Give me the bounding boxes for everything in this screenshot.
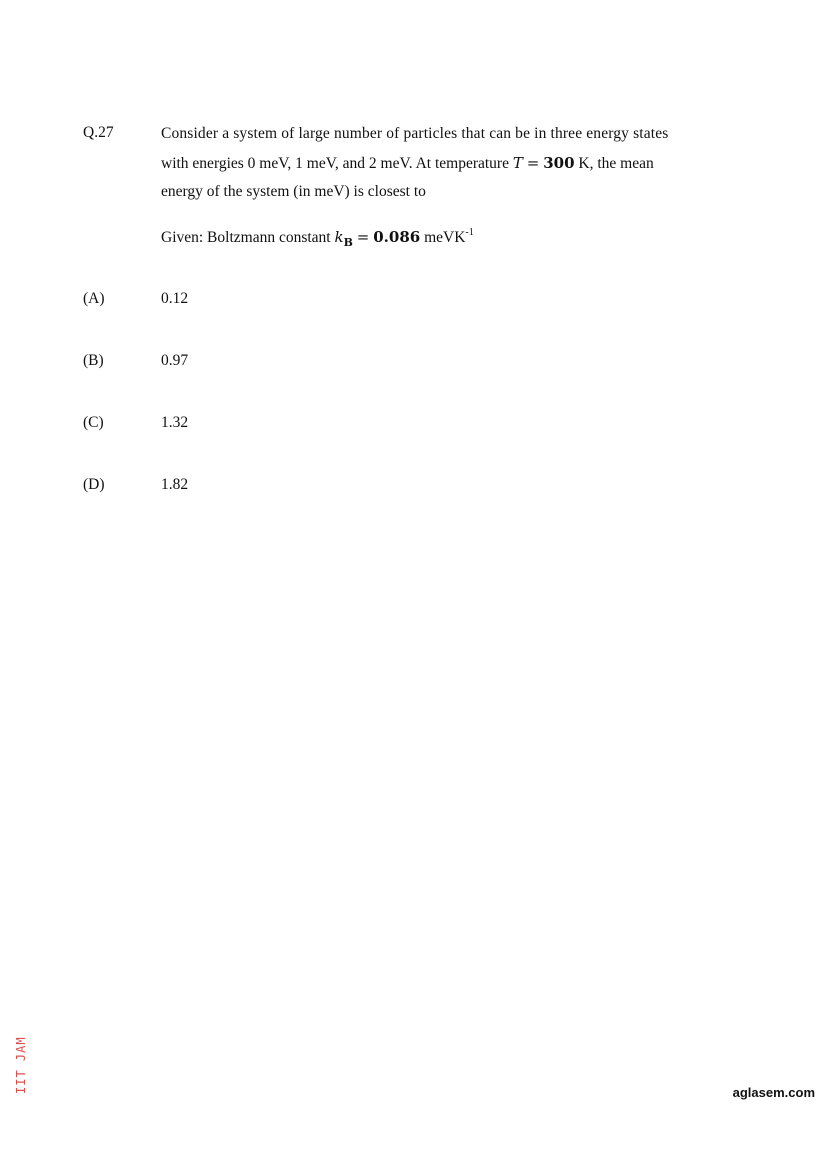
footer-brand: aglasem.com <box>732 1085 815 1100</box>
question-line-2-text: with energies 0 meV, 1 meV, and 2 meV. At temperature <box>161 155 509 172</box>
question-line-1 <box>161 124 711 153</box>
question-line-3 <box>161 182 711 211</box>
question-line-2-tail: K, the mean <box>578 155 654 172</box>
option-d-value: 1.82 <box>161 476 189 493</box>
option-c <box>83 414 383 436</box>
question-line-3-text: energy of the system (in meV) is closest to <box>161 183 426 200</box>
given-constant <box>161 227 474 249</box>
boltzmann-unit: meVK <box>424 229 466 246</box>
temperature-symbol: T <box>512 154 523 172</box>
question-line-1-text: Consider a system of large number of particles that can be in three energy states <box>161 125 669 142</box>
option-c-label: (C) <box>83 414 104 431</box>
given-equals-sign: = <box>356 228 370 246</box>
option-a <box>83 290 383 312</box>
given-label: Given: Boltzmann constant <box>161 229 331 246</box>
option-d-label: (D) <box>83 476 105 493</box>
option-b-value: 0.97 <box>161 352 189 369</box>
option-b <box>83 352 383 374</box>
option-b-label: (B) <box>83 352 104 369</box>
question-number: Q.27 <box>83 124 114 141</box>
question-text <box>161 124 711 211</box>
option-d <box>83 476 383 498</box>
option-c-value: 1.32 <box>161 414 189 431</box>
boltzmann-unit-exponent: -1 <box>465 227 474 238</box>
boltzmann-subscript: B <box>343 236 353 249</box>
question-line-2 <box>161 153 711 182</box>
exam-side-mark: IIT JAM <box>14 1036 28 1094</box>
option-a-label: (A) <box>83 290 105 307</box>
boltzmann-value: 0.086 <box>373 228 421 246</box>
equals-sign: = <box>526 154 540 172</box>
boltzmann-symbol: k <box>334 228 344 246</box>
option-a-value: 0.12 <box>161 290 189 307</box>
temperature-value: 300 <box>543 154 575 172</box>
